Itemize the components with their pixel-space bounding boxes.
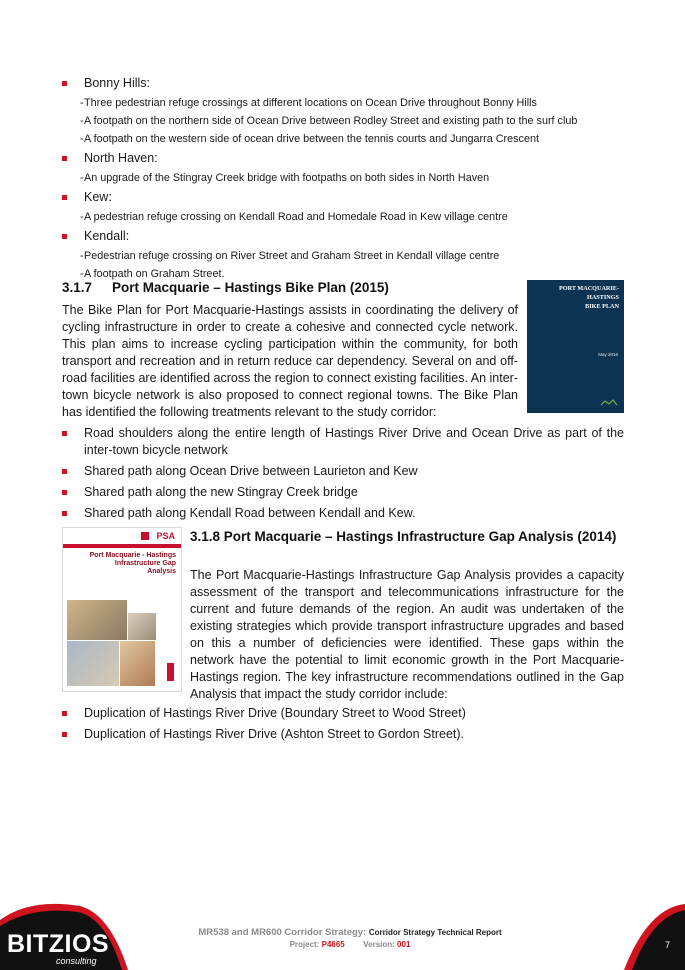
gap-analysis-paragraph: The Port Macquarie-Hastings Infrastructure Gap Analysis provides a capacity assessment of the transport and telecommunications infrastructure for the current and future demands of the region. An audit was undertaken of the existing strategies which provide transport infrastructure upgrades and based on this a number of deficiencies were identified. These gaps within the network have the potential to limit economic growth in the Port Macquarie-Hastings region. The key infrastructure recommendations outlined in the Gap Analysis that impact the study corridor include: [190, 568, 624, 701]
bullet-item [62, 463, 624, 480]
bullet-square-icon [62, 234, 67, 239]
cover-title-line2: BIKE PLAN [585, 303, 619, 310]
footer-page-swoosh [610, 900, 685, 970]
section-3-1-7-heading [62, 280, 389, 295]
gap-cover-line1: Port Macquarie - Hastings [89, 552, 176, 559]
bullet-square-icon [62, 431, 67, 436]
bullet-square-icon [62, 732, 67, 737]
footer-doc-subtitle: Corridor Strategy Technical Report [368, 928, 502, 937]
brand-logo-text: BITZIOS [7, 930, 110, 958]
bullet-item [62, 484, 624, 501]
bullet-square-icon [62, 156, 67, 161]
bullet-square-icon [62, 469, 67, 474]
gap-analysis-recommendations-list [62, 701, 624, 743]
dash-icon: - [80, 115, 84, 127]
bullet-item [62, 425, 624, 459]
council-logo-icon [599, 399, 619, 407]
bullet-item [62, 726, 624, 743]
psa-logo: PSA [156, 531, 175, 541]
version-value: 001 [397, 940, 411, 949]
sub-bullet-item [62, 171, 624, 185]
dash-icon: - [80, 172, 84, 184]
dash-icon: - [80, 268, 84, 280]
bullet-text: North Haven: [84, 151, 158, 165]
sub-bullet-item [62, 210, 624, 224]
bullet-text: Road shoulders along the entire length of Hastings River Drive and Ocean Drive as part of the inter-town bicycle network [84, 426, 624, 457]
bullet-square-icon [62, 81, 67, 86]
footer-document-title [150, 927, 550, 938]
section-title: Port Macquarie – Hastings Bike Plan (2015) [112, 280, 389, 295]
section-3-1-8-heading: 3.1.8 Port Macquarie – Hastings Infrastructure Gap Analysis (2014) [190, 529, 617, 544]
bullet-text: Bonny Hills: [84, 76, 150, 90]
bullet-text: Duplication of Hastings River Drive (Boundary Street to Wood Street) [84, 706, 466, 720]
bike-plan-paragraph: The Bike Plan for Port Macquarie-Hastings assists in coordinating the delivery of cycling infrastructure in order to create a cohesive and connected cycle network. This plan aims to increase cycling participation within the community, for both transport and recreation and in return reduce car dependency. Several on and off-road facilities are identified across the region to connect existing facilities. An inter-town bicycle network is also proposed to connect regional towns. The Bike Plan has identified the following treatments relevant to the study corridor: [62, 303, 518, 419]
cover-photo-top [67, 600, 127, 640]
bullet-item [62, 705, 624, 722]
sub-bullet-text: A pedestrian refuge crossing on Kendall Road and Homedale Road in Kew village centre [84, 211, 508, 223]
sub-bullet-item [62, 249, 624, 263]
cover-date: May 2016 [598, 352, 618, 357]
bullet-square-icon [62, 711, 67, 716]
cover-title-line1: PORT MACQUARIE-HASTINGS [559, 285, 619, 301]
cover-side-mark [167, 663, 174, 681]
page-number: 7 [664, 940, 670, 950]
bullet-square-icon [62, 490, 67, 495]
bullet-item [62, 75, 624, 92]
gap-analysis-cover-image [62, 527, 182, 692]
gap-cover-line3: Analysis [147, 568, 176, 575]
sub-bullet-item [62, 114, 624, 128]
cover-photo-small [128, 613, 156, 640]
dash-icon: - [80, 97, 84, 109]
footer-doc-title: MR538 and MR600 Corridor Strategy: [198, 927, 367, 938]
bullet-text: Kew: [84, 190, 112, 204]
brand-logo-subtext: consulting [56, 956, 97, 966]
cover-photo-right [120, 641, 155, 686]
version-label: Version: [363, 940, 395, 949]
bullet-item [62, 505, 624, 522]
sub-bullet-text: Pedestrian refuge crossing on River Street and Graham Street in Kendall village centre [84, 250, 500, 262]
sub-bullet-text: A footpath on the western side of ocean drive between the tennis courts and Jungarra Crescent [84, 133, 539, 145]
bullet-square-icon [62, 511, 67, 516]
cover-red-bar [63, 544, 181, 548]
bullet-item [62, 228, 624, 245]
bullet-text: Shared path along Ocean Drive between Laurieton and Kew [84, 464, 418, 478]
footer-project-info [150, 940, 550, 949]
dash-icon: - [80, 133, 84, 145]
bike-plan-cover-image [527, 280, 624, 413]
psa-logo-icon [141, 532, 149, 540]
bullet-text: Kendall: [84, 229, 130, 243]
sub-bullet-text: A footpath on Graham Street. [84, 268, 225, 280]
project-label: Project: [289, 940, 320, 949]
bullet-item [62, 150, 624, 167]
sub-bullet-text: Three pedestrian refuge crossings at different locations on Ocean Drive throughout Bonny Hills [84, 97, 537, 109]
bullet-text: Duplication of Hastings River Drive (Ashton Street to Gordon Street). [84, 727, 465, 741]
project-value: P4665 [321, 940, 345, 949]
cover-photo-mid [67, 641, 119, 686]
sub-bullet-item [62, 96, 624, 110]
bullet-text: Shared path along Kendall Road between Kendall and Kew. [84, 506, 416, 520]
bullet-square-icon [62, 195, 67, 200]
section-number: 3.1.7 [62, 280, 93, 295]
dash-icon: - [80, 250, 84, 262]
sub-bullet-item [62, 267, 624, 281]
sub-bullet-item [62, 132, 624, 146]
gap-cover-line2: Infrastructure Gap [114, 560, 176, 567]
bike-plan-treatments-list [62, 421, 624, 522]
corridor-locations-list [62, 72, 624, 281]
bullet-text: Shared path along the new Stingray Creek bridge [84, 485, 358, 499]
sub-bullet-text: A footpath on the northern side of Ocean Drive between Rodley Street and existing path to the surf club [84, 115, 578, 127]
bullet-item [62, 189, 624, 206]
sub-bullet-text: An upgrade of the Stingray Creek bridge with footpaths on both sides in North Haven [84, 172, 490, 184]
dash-icon: - [80, 211, 84, 223]
